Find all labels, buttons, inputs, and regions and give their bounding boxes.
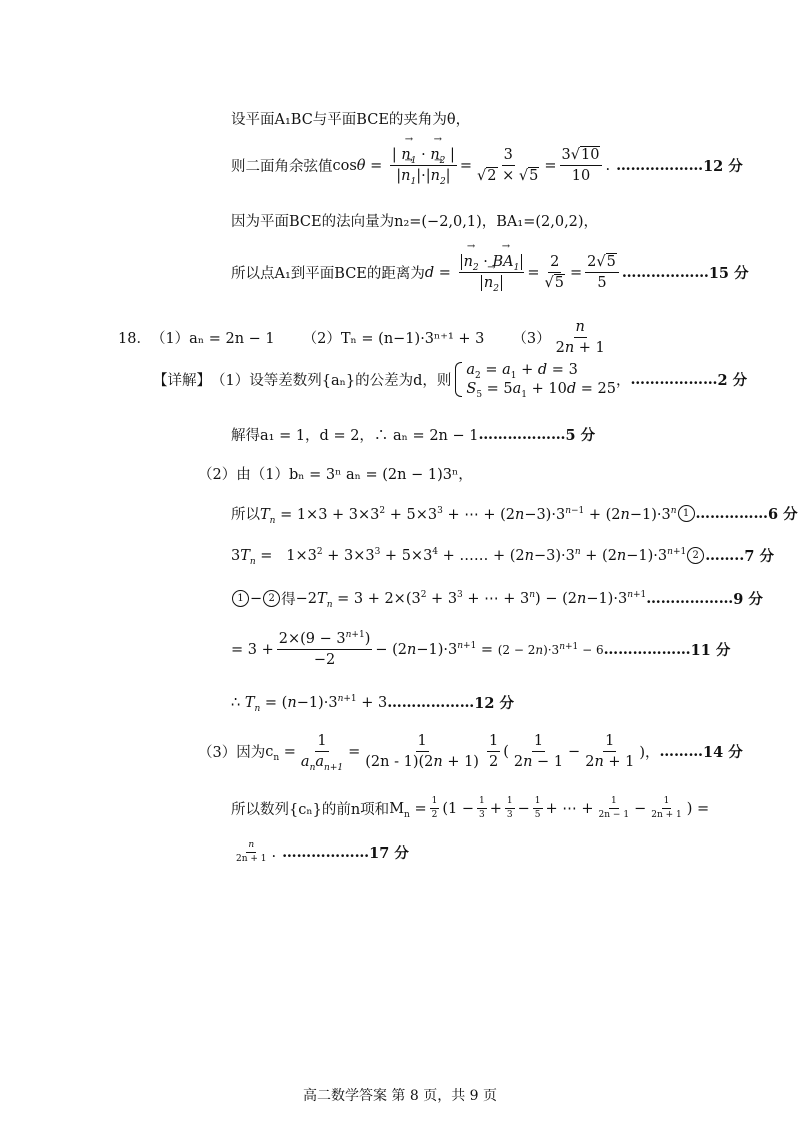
score-2: 2 分	[717, 372, 748, 389]
sum-text: 所以数列{cₙ}的前n项和	[231, 802, 390, 819]
distance-intro: 所以点A₁到平面BCE的距离为	[231, 266, 425, 283]
tn-line: 所以$T_n = 1\times 3 + 3\times 3^2 + 5\times 3^3$ + ⋯ + $(2n-3)\cdot 3^{n-1} + (2n-1)\cdot 3^n$ 1 …………… 6 分	[231, 505, 798, 526]
score-12a: 12 分	[703, 158, 743, 176]
q18-answers: 18． （1）aₙ = 2n − 1 （2）Tₙ = (n−1)·3ⁿ⁺¹ + 3 （3） $\frac{n}{2n + 1}$	[118, 319, 605, 357]
difference-line: 1 − 2 得 $-2T_n = 3 + 2\times(3^2 + 3^3$ + ⋯ + $3^n) - (2n-1)\cdot 3^{n+1}$ ……………… 9 分	[231, 588, 763, 609]
cos-intro: 则二面角余弦值	[231, 159, 333, 176]
part3-text: （3）因为	[198, 745, 266, 762]
score-14: 14 分	[703, 744, 743, 762]
q18-answer-3: （3）	[512, 331, 551, 348]
plane-angle-intro: 设平面A₁BC与平面BCE的夹角为θ，	[231, 112, 471, 128]
score-9: 9 分	[733, 591, 763, 608]
equals-line: = 3 + $\frac{2\times(9 - 3^{n+1})}{-2}$ − $(2n-1)\cdot 3^{n+1} = (2 - 2n)\cdot 3^{n+1} - 6$ ……………… 11 分	[231, 630, 731, 669]
detail-label: 【详解】	[153, 373, 211, 389]
solve-line: 解得a₁ = 1，d = 2，∴ aₙ = 2n − 1 ……………… 5 分	[231, 426, 596, 444]
score-5: 5 分	[565, 427, 596, 444]
solve-text: 解得a₁ = 1，d = 2，∴ aₙ = 2n − 1	[231, 428, 479, 444]
score-17: 17 分	[369, 845, 409, 863]
score-15: 15 分	[708, 265, 749, 283]
text-line-4: 所以点A₁到平面BCE的距离为 d = → $n_2$ · → $BA_1$ → $n_2$ = $\frac{2}{√5}$ = $\frac{2√5}{5}$ ……………… 15 分	[231, 253, 749, 292]
sum-result-line: $\frac{n}{2n + 1}$ . ……………… 17 分	[236, 840, 409, 865]
text-line-2: 则二面角余弦值 cos θ = $\frac{| \to n_1 \cdot \to n_2 |}{|\to n_1|\cdot|\to n_2|}$ = $\frac{3}{√2 \times √5}$ = $\frac{3√10}{10}$ . ……………… 12 分	[231, 146, 743, 185]
q18-answer-2: （2）Tₙ = (n−1)·3ⁿ⁺¹ + 3	[302, 331, 485, 348]
equation-system: $a_2 = a_1 + d = 3$ $S_5 = 5a_1 + 10d = 25$	[455, 362, 616, 397]
score-11: 11 分	[690, 642, 731, 660]
score-6: 6 分	[768, 506, 798, 523]
text-line-1	[231, 108, 470, 129]
page-footer: 高二数学答案 第 8 页，共 9 页	[302, 1088, 498, 1104]
sum-line: 所以数列{cₙ}的前n项和 $M_n$ = $\frac{1}{2}$ (1 − $\frac{1}{3}$ + $\frac{1}{3}$ − $\frac{1}{5}$ + ⋯ + $\frac{1}{2n - 1}$ − $\frac{1}{2n + 1}$ ) =	[231, 796, 710, 821]
text-line-3	[231, 210, 598, 231]
normal-vector-text: 因为平面BCE的法向量为n₂=(−2,0,1)，BA₁=(2,0,2)，	[231, 214, 599, 230]
detail-line: 【详解】 （1）设等差数列{aₙ}的公差为d，则 $a_2 = a_1 + d = 3$ $S_5 = 5a_1 + 10d = 25$ ， ……………… 2 分	[153, 362, 748, 400]
score-12b: 12 分	[474, 695, 514, 712]
detail-text: （1）设等差数列{aₙ}的公差为d，则	[211, 373, 452, 389]
q18-label: 18．	[118, 331, 151, 348]
part3-line: （3）因为 $c_n$ = $\frac{1}{a_na_{n+1}}$ = $\frac{1}{(2n - 1)(2n + 1)}$ $\frac{1}{2}$ ( $\frac{1}{2n - 1}$ − $\frac{1}{2n + 1}$ )， ……… 14 分	[198, 733, 743, 774]
part2-intro	[198, 463, 473, 484]
q18-answer-1: （1）aₙ = 2n − 1	[150, 331, 275, 348]
tn3-line: $3T_n = 1\times 3^2 + 3\times 3^3 + 5\times 3^4$ + …… + $(2n-3)\cdot 3^n + (2n-1)\cdot 3^{n+1}$ 2 …….. 7 分	[231, 546, 774, 567]
tn-final-line: ∴ $T_n = (n-1)\cdot 3^{n+1} + 3$ ……………… 12 分	[231, 693, 514, 714]
difference-text: 得	[281, 592, 296, 608]
part2-text: （2）由（1）bₙ = 3ⁿ aₙ = (2n − 1)3ⁿ，	[198, 467, 473, 483]
score-7: 7 分	[744, 548, 774, 565]
